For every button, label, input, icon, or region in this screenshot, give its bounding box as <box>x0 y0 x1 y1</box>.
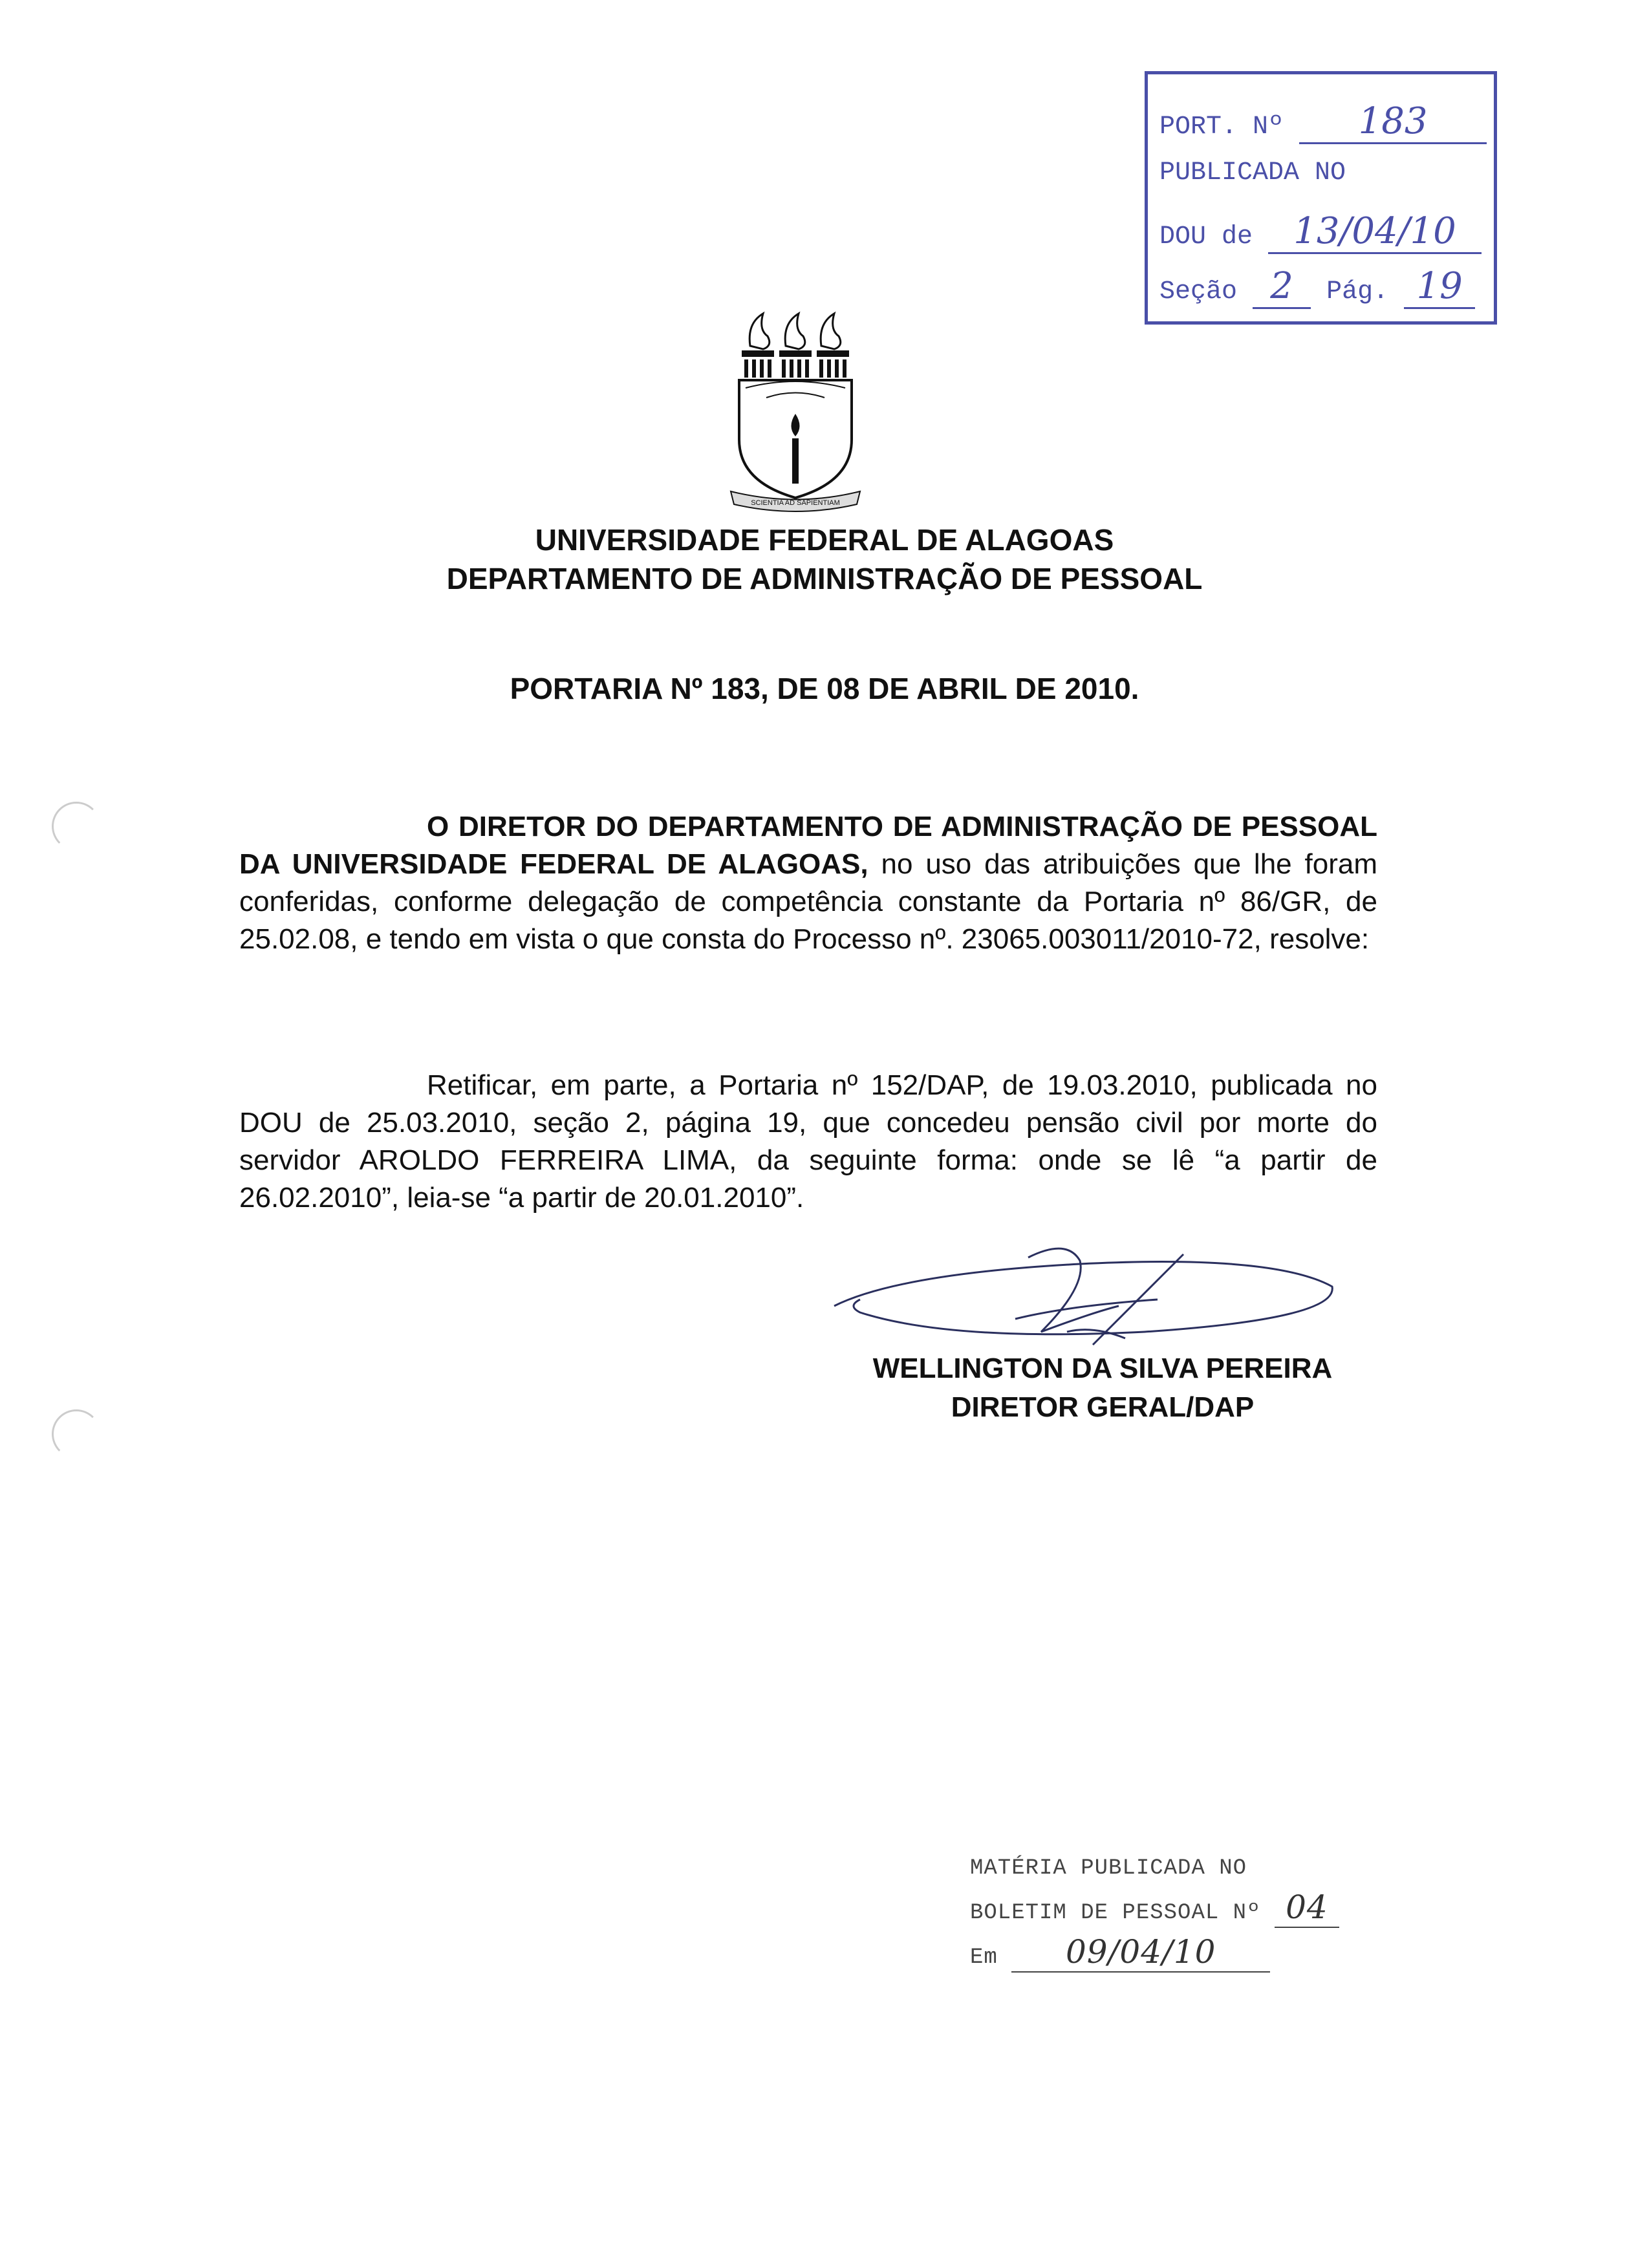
bulletin-stamp-label: BOLETIM DE PESSOAL Nº <box>970 1901 1261 1925</box>
stamp-port-label: PORT. Nº <box>1159 112 1284 142</box>
stamp-page-value: 19 <box>1404 265 1475 309</box>
bulletin-number: 04 <box>1275 1888 1339 1928</box>
body-paragraph <box>239 1067 1377 1217</box>
signer-role: DIRETOR GERAL/DAP <box>951 1391 1255 1423</box>
department-name: DEPARTAMENTO DE ADMINISTRAÇÃO DE PESSOAL <box>446 562 1203 595</box>
intro-lead: O DIRETOR DO DEPARTAMENTO DE ADMINISTRAÇÃO DE PESSOAL DA UNIVERSIDADE FEDERAL DE ALAGOAS, <box>239 811 1377 880</box>
publication-stamp <box>1145 71 1497 325</box>
document-title: PORTARIA Nº 183, DE 08 DE ABRIL DE 2010. <box>510 672 1139 705</box>
stamp-dou-date: 13/04/10 <box>1268 210 1482 254</box>
stamp-published-text: PUBLICADA NO <box>1159 158 1346 187</box>
university-crest <box>727 310 863 517</box>
punch-hole-mark-bottom <box>52 1409 101 1459</box>
institution-name: UNIVERSIDADE FEDERAL DE ALAGOAS <box>535 523 1114 557</box>
body-text: Retificar, em parte, a Portaria nº 152/DAP, de 19.03.2010, publicada no DOU de 25.03.2010, seção 2, página 19, que concedeu pensão civil por morte do servidor AROLDO FERREIRA LIMA, da seguinte forma: onde se lê “a partir de 26.02.2010”, leia-se “a partir de 20.01.2010”. <box>239 1069 1377 1214</box>
stamp-section-value: 2 <box>1253 265 1311 309</box>
intro-paragraph <box>239 808 1377 958</box>
crest-motto: SCIENTIA AD SAPIENTIAM <box>751 499 840 507</box>
handwritten-signature <box>821 1235 1345 1364</box>
bulletin-date: 09/04/10 <box>1011 1932 1270 1973</box>
bulletin-stamp <box>970 1849 1384 1977</box>
intro-rest: no uso das atribuições que lhe foram conferidas, conforme delegação de competência constante da Portaria nº 86/GR, de 25.02.08, e tendo em vista o que consta do Processo nº. 23065.003011/2010-72, resolve: <box>239 848 1377 955</box>
bulletin-date-label: Em <box>970 1945 998 1970</box>
bulletin-stamp-line1: MATÉRIA PUBLICADA NO <box>970 1856 1247 1881</box>
stamp-section-label: Seção <box>1159 277 1238 306</box>
punch-hole-mark-top <box>52 802 101 851</box>
stamp-port-value: 183 <box>1299 100 1487 144</box>
signer-name: WELLINGTON DA SILVA PEREIRA <box>872 1353 1333 1384</box>
stamp-dou-label: DOU de <box>1159 222 1253 251</box>
stamp-page-label: Pág. <box>1326 277 1389 306</box>
